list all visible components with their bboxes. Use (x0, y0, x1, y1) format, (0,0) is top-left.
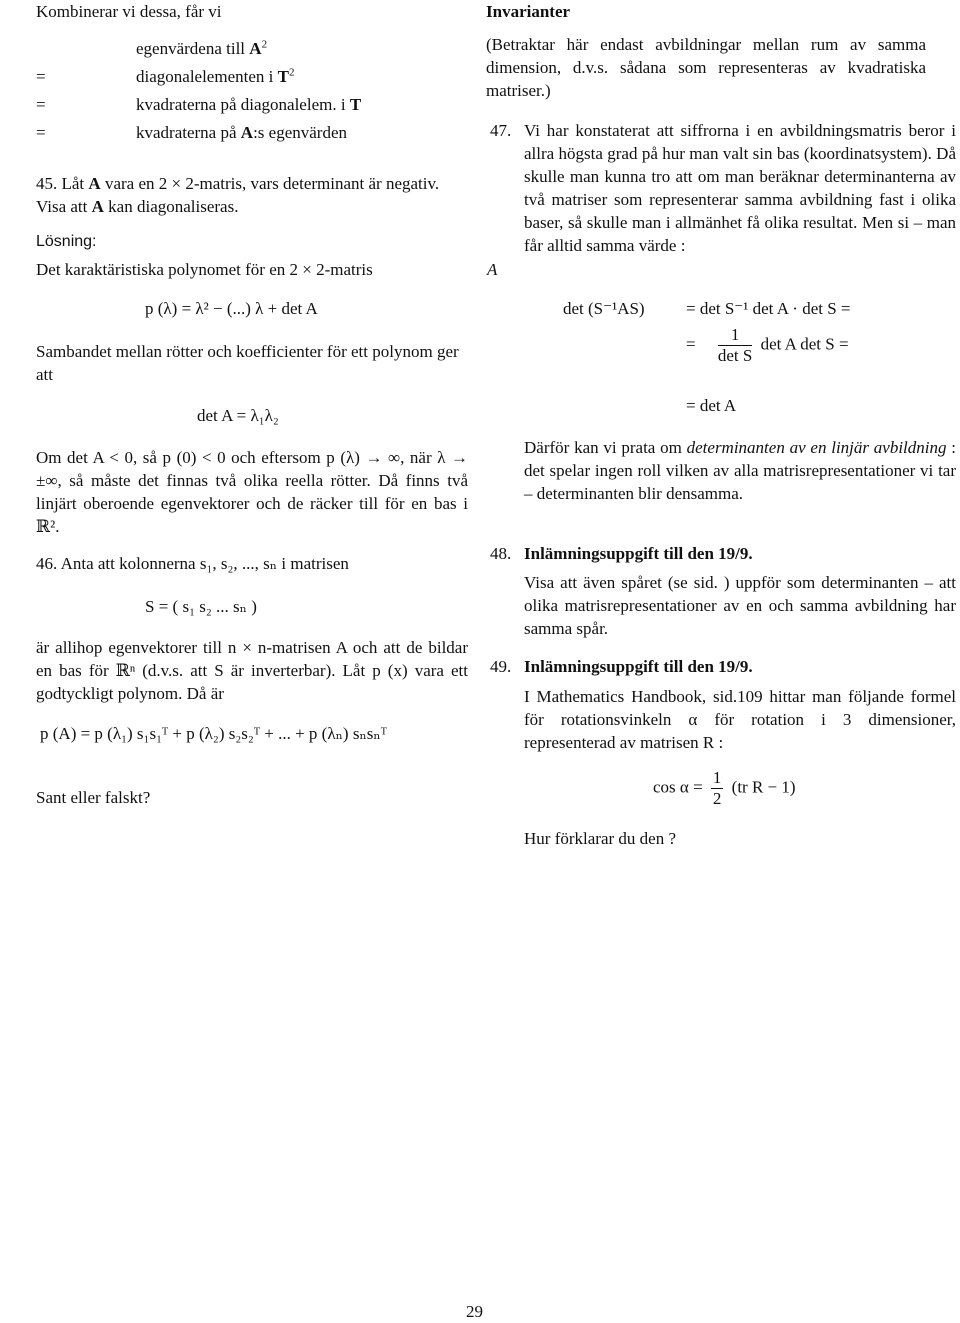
problem-47-conclusion: Därför kan vi prata om determinanten av en linjär avbildning : det spelar ingen roll vilken av alla matrisrepresentationer vi tar – determinanten blir densamma. (524, 438, 956, 503)
matrix-S: S = ( s₁ s₂ ... sₙ ) (145, 597, 257, 616)
problem-46-text: är allihop egenvektorer till n × n-matrisen A och att de bildar en bas för ℝⁿ (d.v.s. att S är inverterbar). Låt p (x) vara ett godtyckligt polynom. Då är (36, 638, 468, 703)
section-note: (Betraktar här endast avbildningar mellan rum av samma dimension, d.v.s. sådana som representeras av kvadratiska matriser.) (486, 35, 926, 100)
page-number: 29 (466, 1302, 483, 1321)
problem-48-text: Visa att även spåret (se sid. ) uppför som determinanten – att olika matrisrepresentationer av en och samma avbildning har samma spår. (524, 573, 956, 638)
conclusion-text: Om det A < 0, så p (0) < 0 och eftersom p (λ) → ∞, när λ → ±∞, så måste det finnas två olika reella rötter. Då finns två linjärt oberoende egenvektorer och de räcker till för en bas i ℝ². (36, 448, 468, 536)
problem-49-question: Hur förklarar du den ? (524, 829, 676, 848)
solution-label: Lösning: (36, 233, 97, 250)
equation-line-2: = $\frac{1}{\text{det S}}$ det A det S = (686, 325, 849, 365)
problem-47-text: Vi har konstaterat att siffrorna i en avbildningsmatris beror i allra högsta grad på hur man valt sin bas (koordinatsystem). Då skulle man kunna tro att om man beräknar determinanterna av två matriser som representerar samma avbildning fast i olika baser, så skulle man i allmänhet få olika resultat. Men si – man får alltid samma värde : (524, 121, 956, 255)
intro-text: Kombinerar vi dessa, får vi (36, 2, 222, 21)
chain-line-3: = kvadraterna på diagonalelem. i T (36, 95, 362, 114)
relation-text: Sambandet mellan rötter och koefficienter för ett polynom ger att (36, 342, 459, 384)
equation-line-1: = det S⁻¹ det A · det S = (686, 299, 851, 318)
equation-det: det A = λ₁λ₂ (197, 406, 279, 425)
chain-line-1: egenvärdena till $A^2$ (136, 38, 268, 58)
equation-rotation-angle: cos α = $\frac{1}{2}$ (tr R − 1) (653, 768, 796, 808)
problem-45-text: Låt A vara en 2 × 2-matris, vars determinant är negativ. Visa att A kan diagonaliseras. (36, 174, 440, 216)
problem-48-number: 48. (490, 544, 512, 563)
problem-49-number: 49. (490, 657, 512, 676)
equation-charpoly: p (λ) = λ² − (...) λ + det A (145, 299, 318, 318)
true-or-false: Sant eller falskt? (36, 788, 151, 807)
equation-polynomial: p (A) = p (λ₁) s₁s₁ᵀ + p (λ₂) s₂s₂ᵀ + ... + p (λₙ) sₙsₙᵀ (40, 724, 387, 743)
problem-49-title: Inlämningsuppgift till den 19/9. (524, 657, 753, 676)
chain-line-2: = diagonalelementen i $T^2$ (36, 66, 295, 86)
problem-49-text: I Mathematics Handbook, sid.109 hittar man följande formel för rotationsvinkeln α för rotation i 3 dimensioner, representerad av matrisen R : (524, 687, 956, 752)
section-heading-invarianter: Invarianter (486, 2, 571, 21)
chain-line-4: = kvadraterna på A:s egenvärden (36, 123, 347, 142)
problem-45 (36, 172, 468, 218)
charpoly-intro: Det karaktäristiska polynomet för en 2 × 2-matris A (36, 260, 498, 279)
equation-det-similar-lhs: det (S⁻¹AS) (563, 299, 645, 318)
problem-46-intro: 46. Anta att kolonnerna s₁, s₂, ..., sₙ i matrisen (36, 554, 349, 573)
equation-line-3: = det A (686, 396, 737, 415)
problem-48-title: Inlämningsuppgift till den 19/9. (524, 544, 753, 563)
problem-45-number: 45. (36, 174, 58, 193)
problem-47-number: 47. (490, 121, 512, 140)
